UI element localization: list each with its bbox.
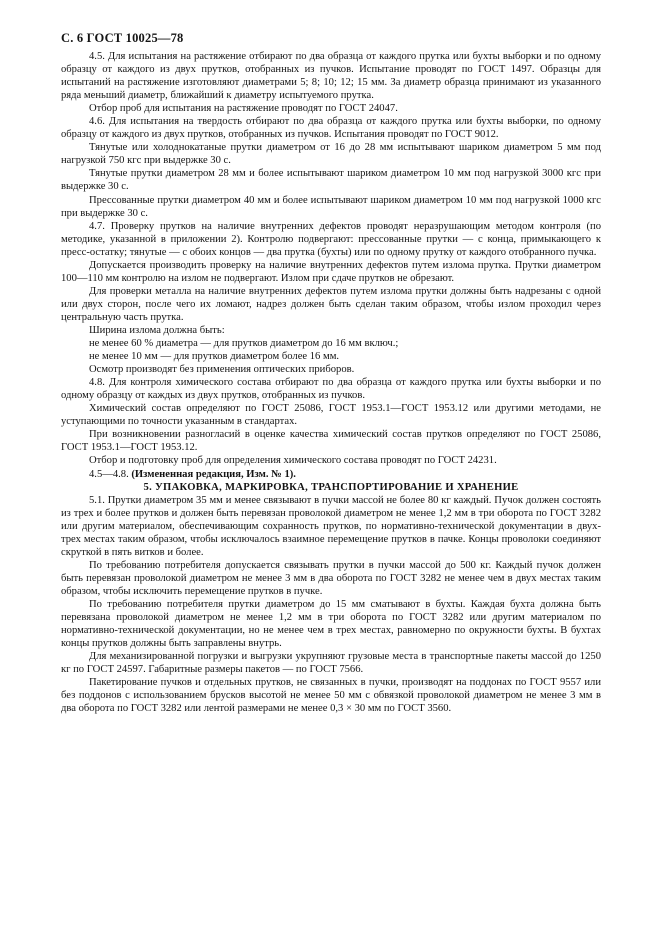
paragraph: Для проверки металла на наличие внутренних дефектов путем излома прутки должны быть надрезаны с одной или двух сторон, после чего их ломают, надрез должен быть сделан таким образом, чтобы излом проходил через центральную часть прутка. [61, 285, 601, 323]
paragraph: Для механизированной погрузки и выгрузки укрупняют грузовые места в транспортные пакеты массой до 1250 кг по ГОСТ 24597. Габаритные размеры пакетов — по ГОСТ 7566. [61, 651, 601, 676]
paragraph: При возникновении разногласий в оценке качества химический состав прутков определяют по ГОСТ 25086, ГОСТ 1953.1—ГОСТ 1953.12. [61, 429, 601, 454]
paragraph: Пакетирование пучков и отдельных прутков, не связанных в пучки, производят на поддонах по ГОСТ 9557 или без поддонов с использованием брусков высотой не менее 50 мм с обвязкой проволокой диаметром не менее 3 мм в два оборота по ГОСТ 3282 или лентой размерами не менее 0,3 × 30 мм по ГОСТ 3560. [61, 677, 601, 715]
paragraph-4-7: 4.7. Проверку прутков на наличие внутренних дефектов проводят неразрушающим методом контроля (по методике, указанной в приложении 2). Контролю подвергают: прессованные прутки — с конца, примыкающего к пресс-остатку; тянутые — с обоих концов — два прутка (бухты) или по одному прутку от каждого отобранного пучка. [61, 220, 601, 258]
amendment-note [61, 468, 601, 481]
paragraph: Осмотр производят без применения оптических приборов. [89, 364, 355, 376]
document-body [61, 50, 601, 715]
paragraph: Отбор проб для испытания на растяжение проводят по ГОСТ 24047. [89, 103, 398, 115]
list-line: не менее 10 мм — для прутков диаметром более 16 мм. [89, 351, 340, 363]
paragraph: Тянутые прутки диаметром 28 мм и более испытывают шариком диаметром 10 мм под нагрузкой 3000 кгс при выдержке 30 с. [61, 168, 601, 193]
amendment-prefix: 4.5—4.8. [89, 468, 132, 480]
section-5-title: 5. УПАКОВКА, МАРКИРОВКА, ТРАНСПОРТИРОВАНИЕ И ХРАНЕНИЕ [143, 481, 519, 493]
paragraph-5-1: 5.1. Прутки диаметром 35 мм и менее связывают в пучки массой не более 80 кг каждый. Пучок должен состоять из трех и более прутков и должен быть перевязан проволокой диаметром не менее 1,2 мм в три оборота по ГОСТ 3282 или другим материалом, обеспечивающим сохранность прутков, по нормативно-технической документации в двух-трех местах таким образом, чтобы исключалось взаимное перемещение прутков в пачке. Концы проволоки соединяют скруткой в пять витков и более. [61, 494, 601, 558]
paragraph: По требованию потребителя прутки диаметром до 15 мм сматывают в бухты. Каждая бухта должна быть перевязана проволокой диаметром не менее 1,2 мм в три оборота по ГОСТ 3282 или другим материалом по нормативно-технической документации, но не менее чем в трех местах, равномерно по окружности бухты. В бухтах концы прутков должны быть заправлены внутрь. [61, 598, 601, 650]
list-line: не менее 60 % диаметра — для прутков диаметром до 16 мм включ.; [89, 338, 399, 350]
paragraph-4-5: 4.5. Для испытания на растяжение отбирают по два образца от каждого прутка или бухты выборки и по одному образцу от каждого из двух прутков, отобранных из пучков. Испытание проводят по ГОСТ 1497. Образцы для испытаний на растяжение изготовляют диаметрами 5; 8; 10; 12; 15 мм. За диаметр образца принимают из указанного ряда меньший диаметр, ближайший к диаметру испытуемого прутка. [61, 51, 601, 102]
paragraph: Отбор и подготовку проб для определения химического состава проводят по ГОСТ 24231. [89, 455, 497, 467]
paragraph: Прессованные прутки диаметром 40 мм и более испытывают шариком диаметром 10 мм под нагрузкой 1000 кгс при выдержке 30 с. [61, 194, 601, 219]
page-header: С. 6 ГОСТ 10025—78 [61, 31, 184, 45]
paragraph-4-6: 4.6. Для испытания на твердость отбирают по два образца от каждого прутка или бухты выборки, по одному образцу от каждого из двух прутков, отобранных из пучков. Испытания проводят по ГОСТ 9012. [61, 116, 601, 141]
paragraph-4-8: 4.8. Для контроля химического состава отбирают по два образца от каждого прутка или бухты выборки и по одному образцу от каждых из двух прутков, отобранных из пучков. [61, 377, 601, 402]
paragraph: Химический состав определяют по ГОСТ 25086, ГОСТ 1953.1—ГОСТ 1953.12 или другими методами, не уступающими по точности указанным в стандартах. [61, 403, 601, 428]
paragraph: Ширина излома должна быть: [89, 324, 225, 336]
paragraph: Тянутые или холоднокатаные прутки диаметром от 16 до 28 мм испытывают шариком диаметром 5 мм под нагрузкой 750 кгс при выдержке 30 с. [61, 142, 601, 167]
paragraph: Допускается производить проверку на наличие внутренних дефектов путем излома прутка. Прутки диаметром 100—110 мм контролю на излом не подвергают. Излом при сдаче прутков не обрезают. [61, 259, 601, 284]
amendment-bold: (Измененная редакция, Изм. № 1). [131, 468, 296, 480]
paragraph: По требованию потребителя допускается связывать прутки в пучки массой до 500 кг. Каждый пучок должен быть перевязан проволокой диаметром не менее 3 мм в два оборота по ГОСТ 3282 не менее чем в двух местах таким образом, чтобы исключить перемещение прутков в пучке. [61, 559, 601, 597]
